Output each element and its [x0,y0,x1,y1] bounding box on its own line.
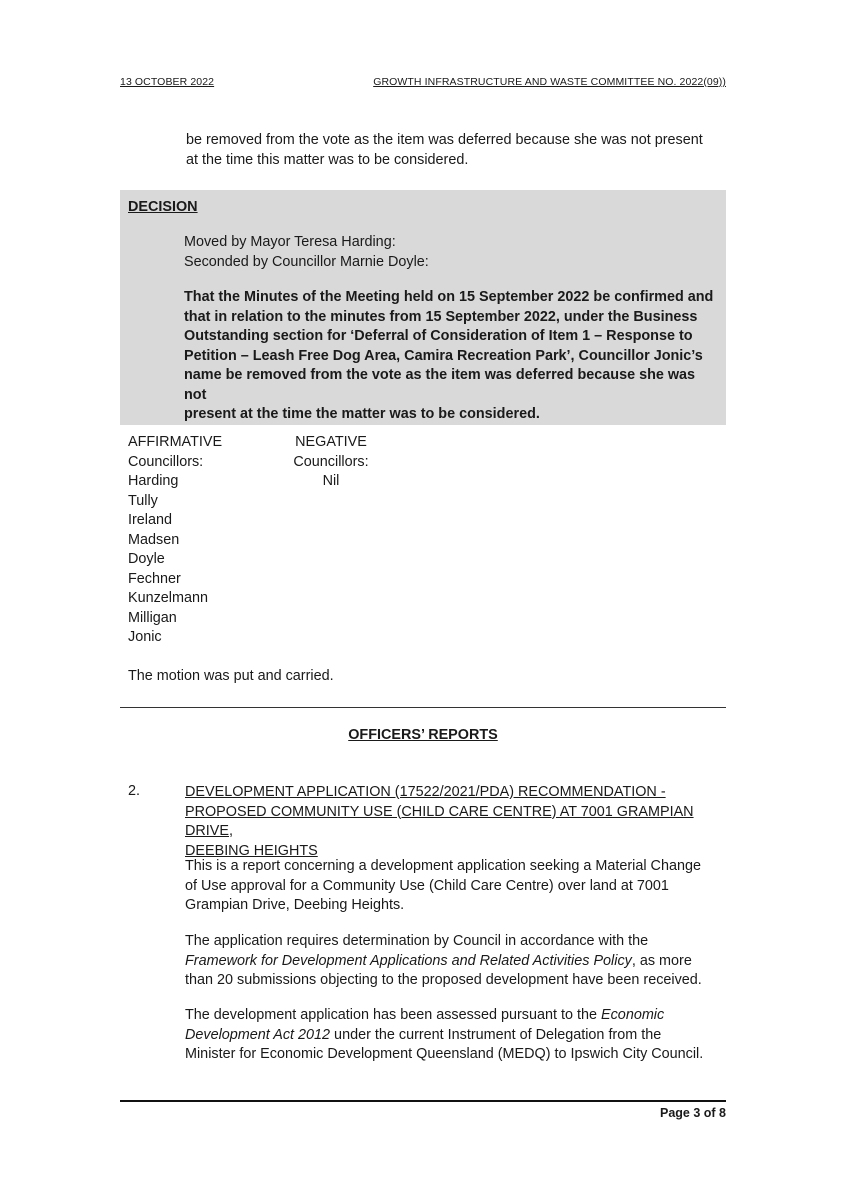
paragraph-line: than 20 submissions objecting to the proposed development have been received. [185,972,702,988]
header-date: 13 OCTOBER 2022 [120,76,215,88]
councillor-name: Ireland [128,512,173,528]
intro-paragraph [186,131,731,170]
footer-rule [120,1100,726,1102]
intro-line: be removed from the vote as the item was deferred because she was not present [186,132,703,148]
resolution-text [184,288,719,425]
item-title [185,783,730,861]
decision-box [120,190,726,425]
report-paragraph-1 [185,857,730,916]
paragraph-line [185,952,730,972]
negative-heading: NEGATIVE [295,434,367,450]
affirmative-subheading: Councillors: [128,453,204,470]
paragraph-line: Minister for Economic Development Queensland (MEDQ) to Ipswich City Council. [185,1046,704,1062]
paragraph-line [185,1006,730,1026]
page-number: Page 3 of 8 [660,1106,726,1120]
resolution-line: Outstanding section for ‘Deferral of Consideration of Item 1 – Response to [184,328,693,344]
header-committee: GROWTH INFRASTRUCTURE AND WASTE COMMITTEE NO. 2022(09)) [373,76,726,88]
item-title-line: PROPOSED COMMUNITY USE (CHILD CARE CENTRE) AT 7001 GRAMPIAN DRIVE, [185,803,694,839]
resolution-line: That the Minutes of the Meeting held on 15 September 2022 be confirmed and [184,289,714,305]
negative-subheading: Councillors: [293,453,369,470]
mover-block [184,233,429,272]
negative-name: Nil [322,473,340,489]
paragraph-line: This is a report concerning a development application seeking a Material Change [185,858,701,874]
councillor-name: Doyle [128,551,165,567]
councillor-name: Harding [128,473,179,489]
paragraph-fragment: The development application has been assessed pursuant to the [185,1007,602,1023]
councillor-name: Milligan [128,609,177,626]
item-title-line: DEEBING HEIGHTS [185,842,318,859]
report-paragraph-3 [185,1006,730,1065]
officers-reports-heading: OFFICERS’ REPORTS [348,727,498,743]
paragraph-fragment: under the current Instrument of Delegation from the [330,1026,662,1043]
item-number: 2. [128,783,141,799]
act-title: Economic [601,1007,665,1023]
report-paragraph-2 [185,932,730,991]
paragraph-line: The application requires determination by Council in accordance with the [185,933,649,949]
affirmative-heading: AFFIRMATIVE [128,434,223,450]
act-title: Development Act 2012 [185,1026,331,1043]
paragraph-line: of Use approval for a Community Use (Child Care Centre) over land at 7001 [185,877,669,894]
resolution-line: name be removed from the vote as the item was deferred because she was not [184,367,696,403]
paragraph-line [185,1026,730,1046]
intro-line: at the time this matter was to be considered. [186,151,469,168]
councillor-name: Fechner [128,570,181,587]
policy-title: Framework for Development Applications and Related Activities Policy [185,952,632,969]
affirmative-column [128,433,222,648]
paragraph-fragment: , as more [631,952,692,969]
section-divider [120,707,726,708]
negative-column [292,433,370,492]
councillor-name: Tully [128,492,158,509]
moved-by: Moved by Mayor Teresa Harding: [184,234,396,250]
councillor-name: Jonic [128,629,162,645]
motion-result: The motion was put and carried. [128,668,334,684]
councillor-name: Madsen [128,531,180,548]
resolution-line: present at the time the matter was to be considered. [184,406,540,422]
seconded-by: Seconded by Councillor Marnie Doyle: [184,253,429,270]
resolution-line: that in relation to the minutes from 15 September 2022, under the Business [184,308,698,325]
councillor-name: Kunzelmann [128,590,208,606]
item-title-line: DEVELOPMENT APPLICATION (17522/2021/PDA) RECOMMENDATION - [185,784,666,800]
decision-title: DECISION [128,199,198,215]
resolution-line: Petition – Leash Free Dog Area, Camira Recreation Park’, Councillor Jonic’s [184,347,703,364]
paragraph-line: Grampian Drive, Deebing Heights. [185,897,405,913]
